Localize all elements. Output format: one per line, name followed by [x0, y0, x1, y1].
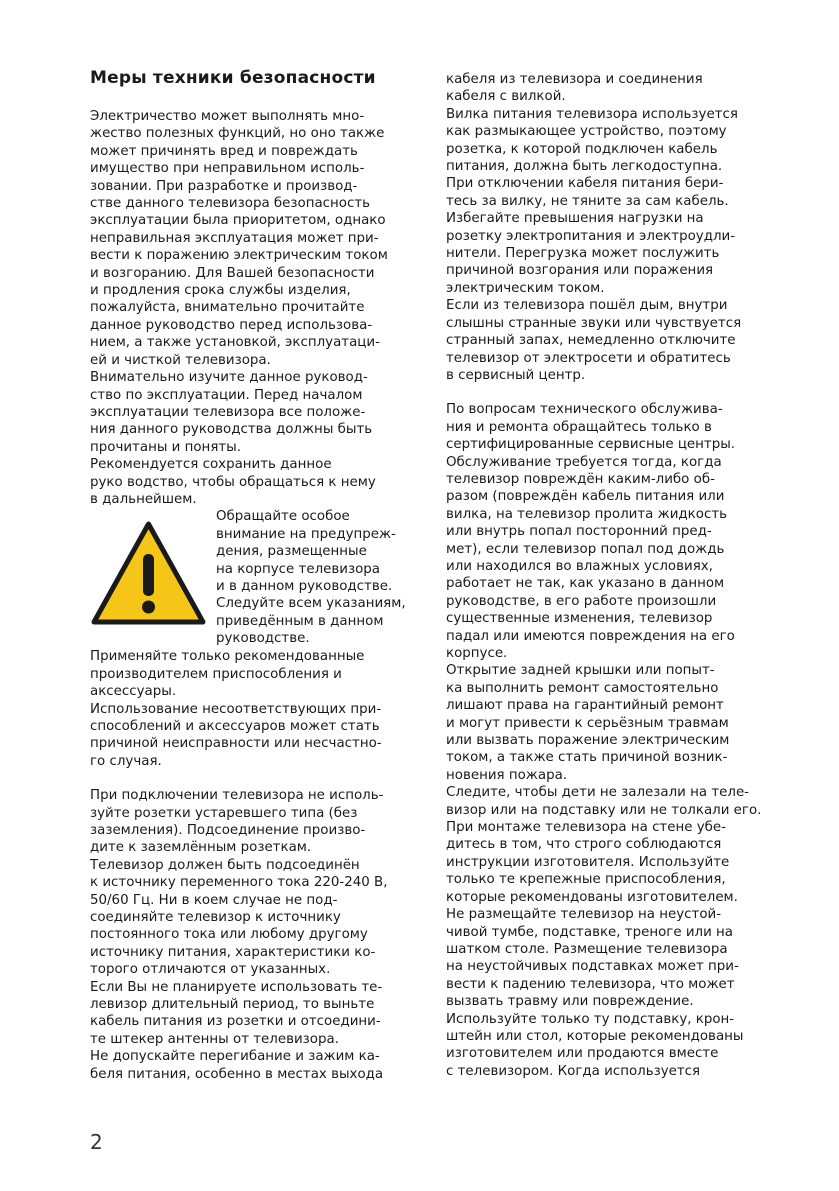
text-line: Использование несоответствующих при-: [90, 701, 382, 717]
paragraph: [446, 297, 791, 384]
text-line: вилка, на телевизор пролита жидкость: [446, 506, 728, 522]
text-line: вести к поражению электрическим током: [90, 248, 388, 264]
text-line: к источнику переменного тока 220-240 В,: [90, 875, 388, 891]
text-line: торого отличаются от указанных.: [90, 962, 331, 978]
text-line: нием, а также установкой, эксплуатаци-: [90, 335, 380, 351]
text-line: розетку электропитания и электроудли-: [446, 228, 736, 244]
text-line: мет), если телевизор попал под дождь: [446, 541, 725, 557]
text-line: кабель питания из розетки и отсоедини-: [90, 1014, 381, 1030]
text-line: новения пожара.: [446, 767, 568, 783]
text-line: разом (повреждён кабель питания или: [446, 489, 725, 505]
text-line: кабеля из телевизора и соединения: [446, 72, 703, 87]
text-line: и в данном руководстве.: [216, 578, 393, 594]
text-line: в дальнейшем.: [90, 491, 197, 507]
text-line: Внимательно изучите данное руковод-: [90, 370, 368, 386]
text-line: По вопросам технического обслужива-: [446, 402, 723, 418]
text-line: стве данного телевизора безопасность: [90, 196, 371, 212]
text-line: и продления срока службы изделия,: [90, 283, 351, 299]
text-line: дения, размещенные: [216, 544, 367, 560]
text-line: током, а также стать причиной возник-: [446, 750, 728, 766]
paragraph: [90, 648, 425, 700]
text-line: пожалуйста, внимательно прочитайте: [90, 300, 365, 316]
text-line: зуйте розетки устаревшего типа (без: [90, 805, 358, 821]
text-line: При подключении телевизора не исполь-: [90, 788, 384, 804]
text-line: дитесь в том, что строго соблюдаются: [446, 837, 722, 853]
text-line: руководстве, в его работе произошли: [446, 593, 717, 609]
text-line: может причинять вред и повреждать: [90, 143, 358, 159]
text-line: Обслуживание требуется тогда, когда: [446, 454, 722, 470]
text-line: вызвать травму или повреждение.: [446, 994, 694, 1010]
text-line: неправильная эксплуатация может при-: [90, 230, 379, 246]
text-line: Не допускайте перегибание и зажим ка-: [90, 1049, 380, 1065]
text-line: на корпусе телевизора: [216, 561, 380, 577]
text-line: работает не так, как указано в данном: [446, 576, 725, 592]
text-line: эксплуатации телевизора все положе-: [90, 404, 366, 420]
text-line: Используйте только ту подставку, крон-: [446, 1011, 735, 1027]
text-line: падал или имеются повреждения на его: [446, 628, 735, 644]
text-line: или внутрь попал посторонний пред-: [446, 524, 712, 540]
text-line: питания, должна быть легкодоступна.: [446, 159, 723, 175]
text-line: Телевизор должен быть подсоединён: [90, 857, 360, 873]
text-line: чивой тумбе, подставке, треноге или на: [446, 924, 733, 940]
text-line: инструкции изготовителя. Используйте: [446, 854, 730, 870]
text-line: в сервисный центр.: [446, 367, 586, 383]
text-line: Обращайте особое: [216, 509, 350, 525]
text-line: руко водство, чтобы обращаться к нему: [90, 474, 376, 490]
text-line: источнику питания, характеристики ко-: [90, 944, 376, 960]
text-line: беля питания, особенно в местах выхода: [90, 1066, 384, 1082]
text-line: причиной возгорания или поражения: [446, 263, 714, 279]
text-line: Электричество может выполнять мно-: [90, 109, 365, 124]
text-line: телевизор повреждён каким-либо об-: [446, 471, 715, 487]
text-line: розетка, к которой подключен кабель: [446, 141, 718, 157]
text-line: или вызвать поражение электрическим: [446, 733, 730, 749]
text-line: или находился во влажных условиях,: [446, 558, 713, 574]
text-line: только те крепежные приспособления,: [446, 872, 726, 888]
paragraph: [446, 784, 791, 819]
text-line: шатком столе. Размещение телевизора: [446, 941, 728, 957]
text-line: При монтаже телевизора на стене убе-: [446, 820, 726, 836]
text-line: ей и чисткой телевизора.: [90, 352, 271, 368]
text-line: аксессуары.: [90, 684, 177, 700]
text-line: те штекер антенны от телевизора.: [90, 1031, 339, 1047]
text-line: зовании. При разработке и производ-: [90, 178, 358, 194]
paragraph: [90, 456, 425, 508]
text-line: корпусе.: [446, 646, 508, 661]
text-line: на неустойчивых подставках может при-: [446, 959, 739, 975]
text-line: штейн или стол, которые рекомендованы: [446, 1028, 744, 1044]
text-line: и могут привести к серьёзным травмам: [446, 715, 729, 731]
left-column: [90, 108, 425, 1083]
text-line: Не размещайте телевизор на неустой-: [446, 907, 722, 923]
text-line: приведённым в данном: [216, 613, 384, 629]
page-title: Меры техники безопасности: [90, 68, 376, 88]
paragraph: [90, 701, 425, 771]
text-line: вести к падению телевизора, что может: [446, 976, 735, 992]
paragraph: [446, 401, 791, 453]
paragraph: [446, 662, 791, 784]
text-line: странный запах, немедленно отключите: [446, 333, 736, 349]
text-line: Рекомендуется сохранить данное: [90, 457, 332, 473]
text-line: При отключении кабеля питания бери-: [446, 176, 724, 192]
paragraph: [90, 857, 425, 979]
text-line: левизор длительный период, то выньте: [90, 997, 375, 1013]
paragraph: [90, 979, 425, 1049]
paragraph: [446, 1011, 791, 1081]
text-line: производителем приспособления и: [90, 666, 342, 682]
text-line: визор или на подставку или не толкали его.: [446, 802, 762, 818]
paragraph: [90, 369, 425, 456]
paragraph: [446, 210, 791, 297]
text-line: Если Вы не планируете использовать те-: [90, 979, 383, 995]
warning-triangle-icon: [90, 520, 207, 628]
text-line: кабеля с вилкой.: [446, 89, 566, 105]
text-line: телевизор от электросети и обратитесь: [446, 350, 731, 366]
text-line: ния данного руководства должны быть: [90, 422, 373, 438]
text-line: Применяйте только рекомендованные: [90, 649, 365, 665]
text-line: прочитаны и поняты.: [90, 439, 241, 455]
paragraph: [446, 819, 791, 906]
text-line: изготовителем или продаются вместе: [446, 1046, 719, 1062]
text-line: ния и ремонта обращайтесь только в: [446, 419, 712, 435]
text-line: Избегайте превышения нагрузки на: [446, 211, 704, 227]
paragraph: [446, 71, 791, 106]
paragraph: [446, 906, 791, 1010]
paragraph: [446, 106, 791, 210]
warning-text: [216, 508, 428, 647]
text-line: как размыкающее устройство, поэтому: [446, 124, 727, 140]
text-line: 50/60 Гц. Ни в коем случае не под-: [90, 892, 338, 908]
text-line: внимание на предупреж-: [216, 526, 396, 542]
text-line: руководстве.: [216, 631, 310, 647]
text-line: Следуйте всем указаниям,: [216, 596, 406, 612]
text-line: го случая.: [90, 753, 162, 769]
paragraph: [90, 1048, 425, 1083]
paragraph: [90, 108, 425, 369]
text-line: дите к заземлённым розеткам.: [90, 840, 312, 856]
paragraph: [90, 787, 425, 857]
text-line: ка выполнить ремонт самостоятельно: [446, 680, 719, 696]
text-line: лишают права на гарантийный ремонт: [446, 698, 724, 714]
text-line: сертифицированные сервисные центры.: [446, 437, 736, 453]
text-line: Если из телевизора пошёл дым, внутри: [446, 298, 728, 314]
text-line: соединяйте телевизор к источнику: [90, 910, 341, 926]
text-line: постоянного тока или любому другому: [90, 927, 368, 943]
text-line: нители. Перегрузка может послужить: [446, 246, 720, 262]
text-line: эксплуатации была приоритетом, однако: [90, 213, 386, 229]
text-line: с телевизором. Когда используется: [446, 1063, 701, 1079]
text-line: которые рекомендованы изготовителем.: [446, 889, 738, 905]
text-line: заземления). Подсоединение произво-: [90, 823, 366, 838]
text-line: способлений и аксессуаров может стать: [90, 718, 380, 734]
text-line: тесь за вилку, не тяните за сам кабель.: [446, 193, 729, 209]
text-line: существенные изменения, телевизор: [446, 611, 713, 627]
right-column: [446, 71, 791, 1080]
page-number: 2: [90, 1130, 103, 1154]
text-line: ство по эксплуатации. Перед началом: [90, 387, 363, 403]
text-line: имущество при неправильном исполь-: [90, 161, 365, 177]
text-line: данное руководство перед использова-: [90, 317, 373, 333]
paragraph: [446, 454, 791, 663]
text-line: Вилка питания телевизора используется: [446, 106, 738, 122]
text-line: причиной неисправности или несчастно-: [90, 736, 382, 752]
warning-block: [90, 508, 425, 648]
text-line: слышны странные звуки или чувствуется: [446, 315, 742, 331]
text-line: электрическим током.: [446, 280, 605, 296]
text-line: жество полезных функций, но оно также: [90, 126, 385, 142]
text-line: и возгоранию. Для Вашей безопасности: [90, 265, 375, 281]
text-line: Следите, чтобы дети не залезали на теле-: [446, 785, 750, 801]
text-line: Открытие задней крышки или попыт-: [446, 663, 715, 679]
